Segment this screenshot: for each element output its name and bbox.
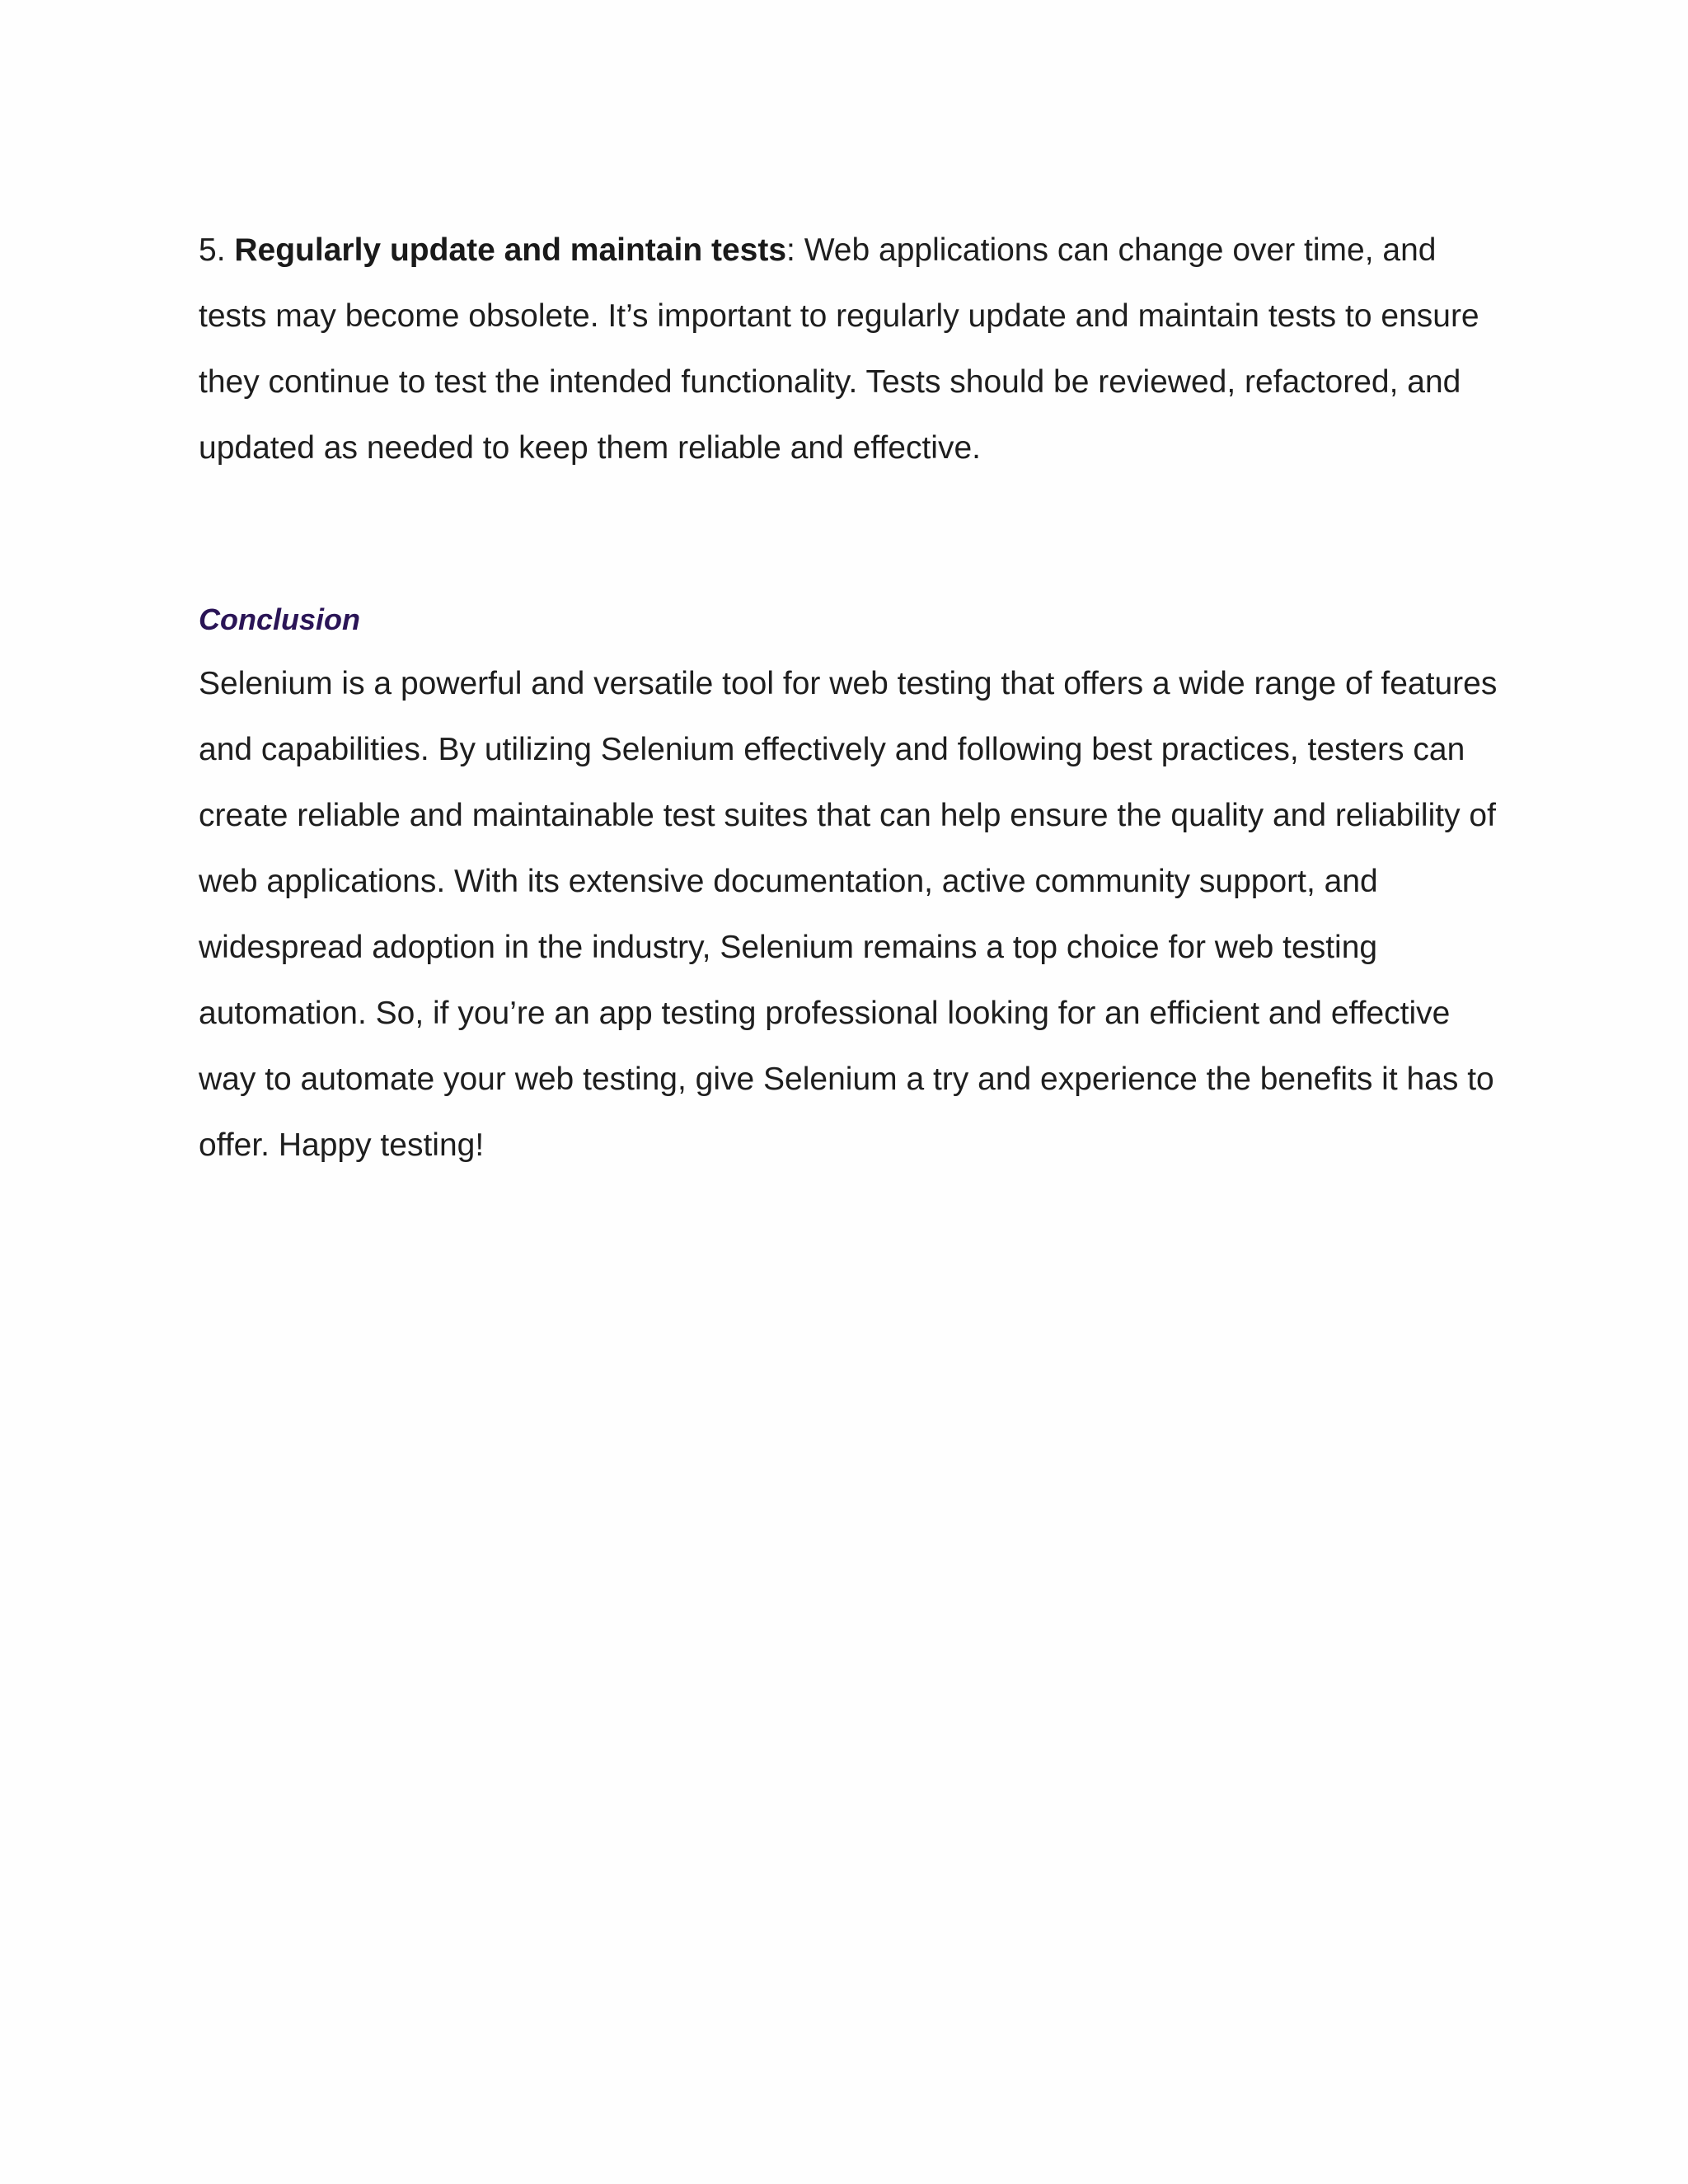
item-number: 5. xyxy=(199,232,235,268)
document-content xyxy=(199,218,1501,1179)
conclusion-paragraph: Selenium is a powerful and versatile tool for web testing that offers a wide range of features and capabilities. By utilizing Selenium effectively and following best practices, testers can create reliable and maintainable test suites that can help ensure the quality and reliability of web applications. With its extensive documentation, active community support, and widespread adoption in the industry, Selenium remains a top choice for web testing automation. So, if you’re an app testing professional looking for an efficient and effective way to automate your web testing, give Selenium a try and experience the benefits it has to offer. Happy testing! xyxy=(199,666,1498,1163)
conclusion-heading: Conclusion xyxy=(199,602,360,636)
best-practice-item-5 xyxy=(199,218,1501,481)
item-title: Regularly update and maintain tests xyxy=(234,232,787,268)
item-body: : Web applications can change over time, and tests may become obsolete. It’s important to regularly update and maintain tests to ensure they continue to test the intended functionality. Tests should be reviewed, refactored, and updated as needed to keep them reliable and effective. xyxy=(199,232,1479,466)
